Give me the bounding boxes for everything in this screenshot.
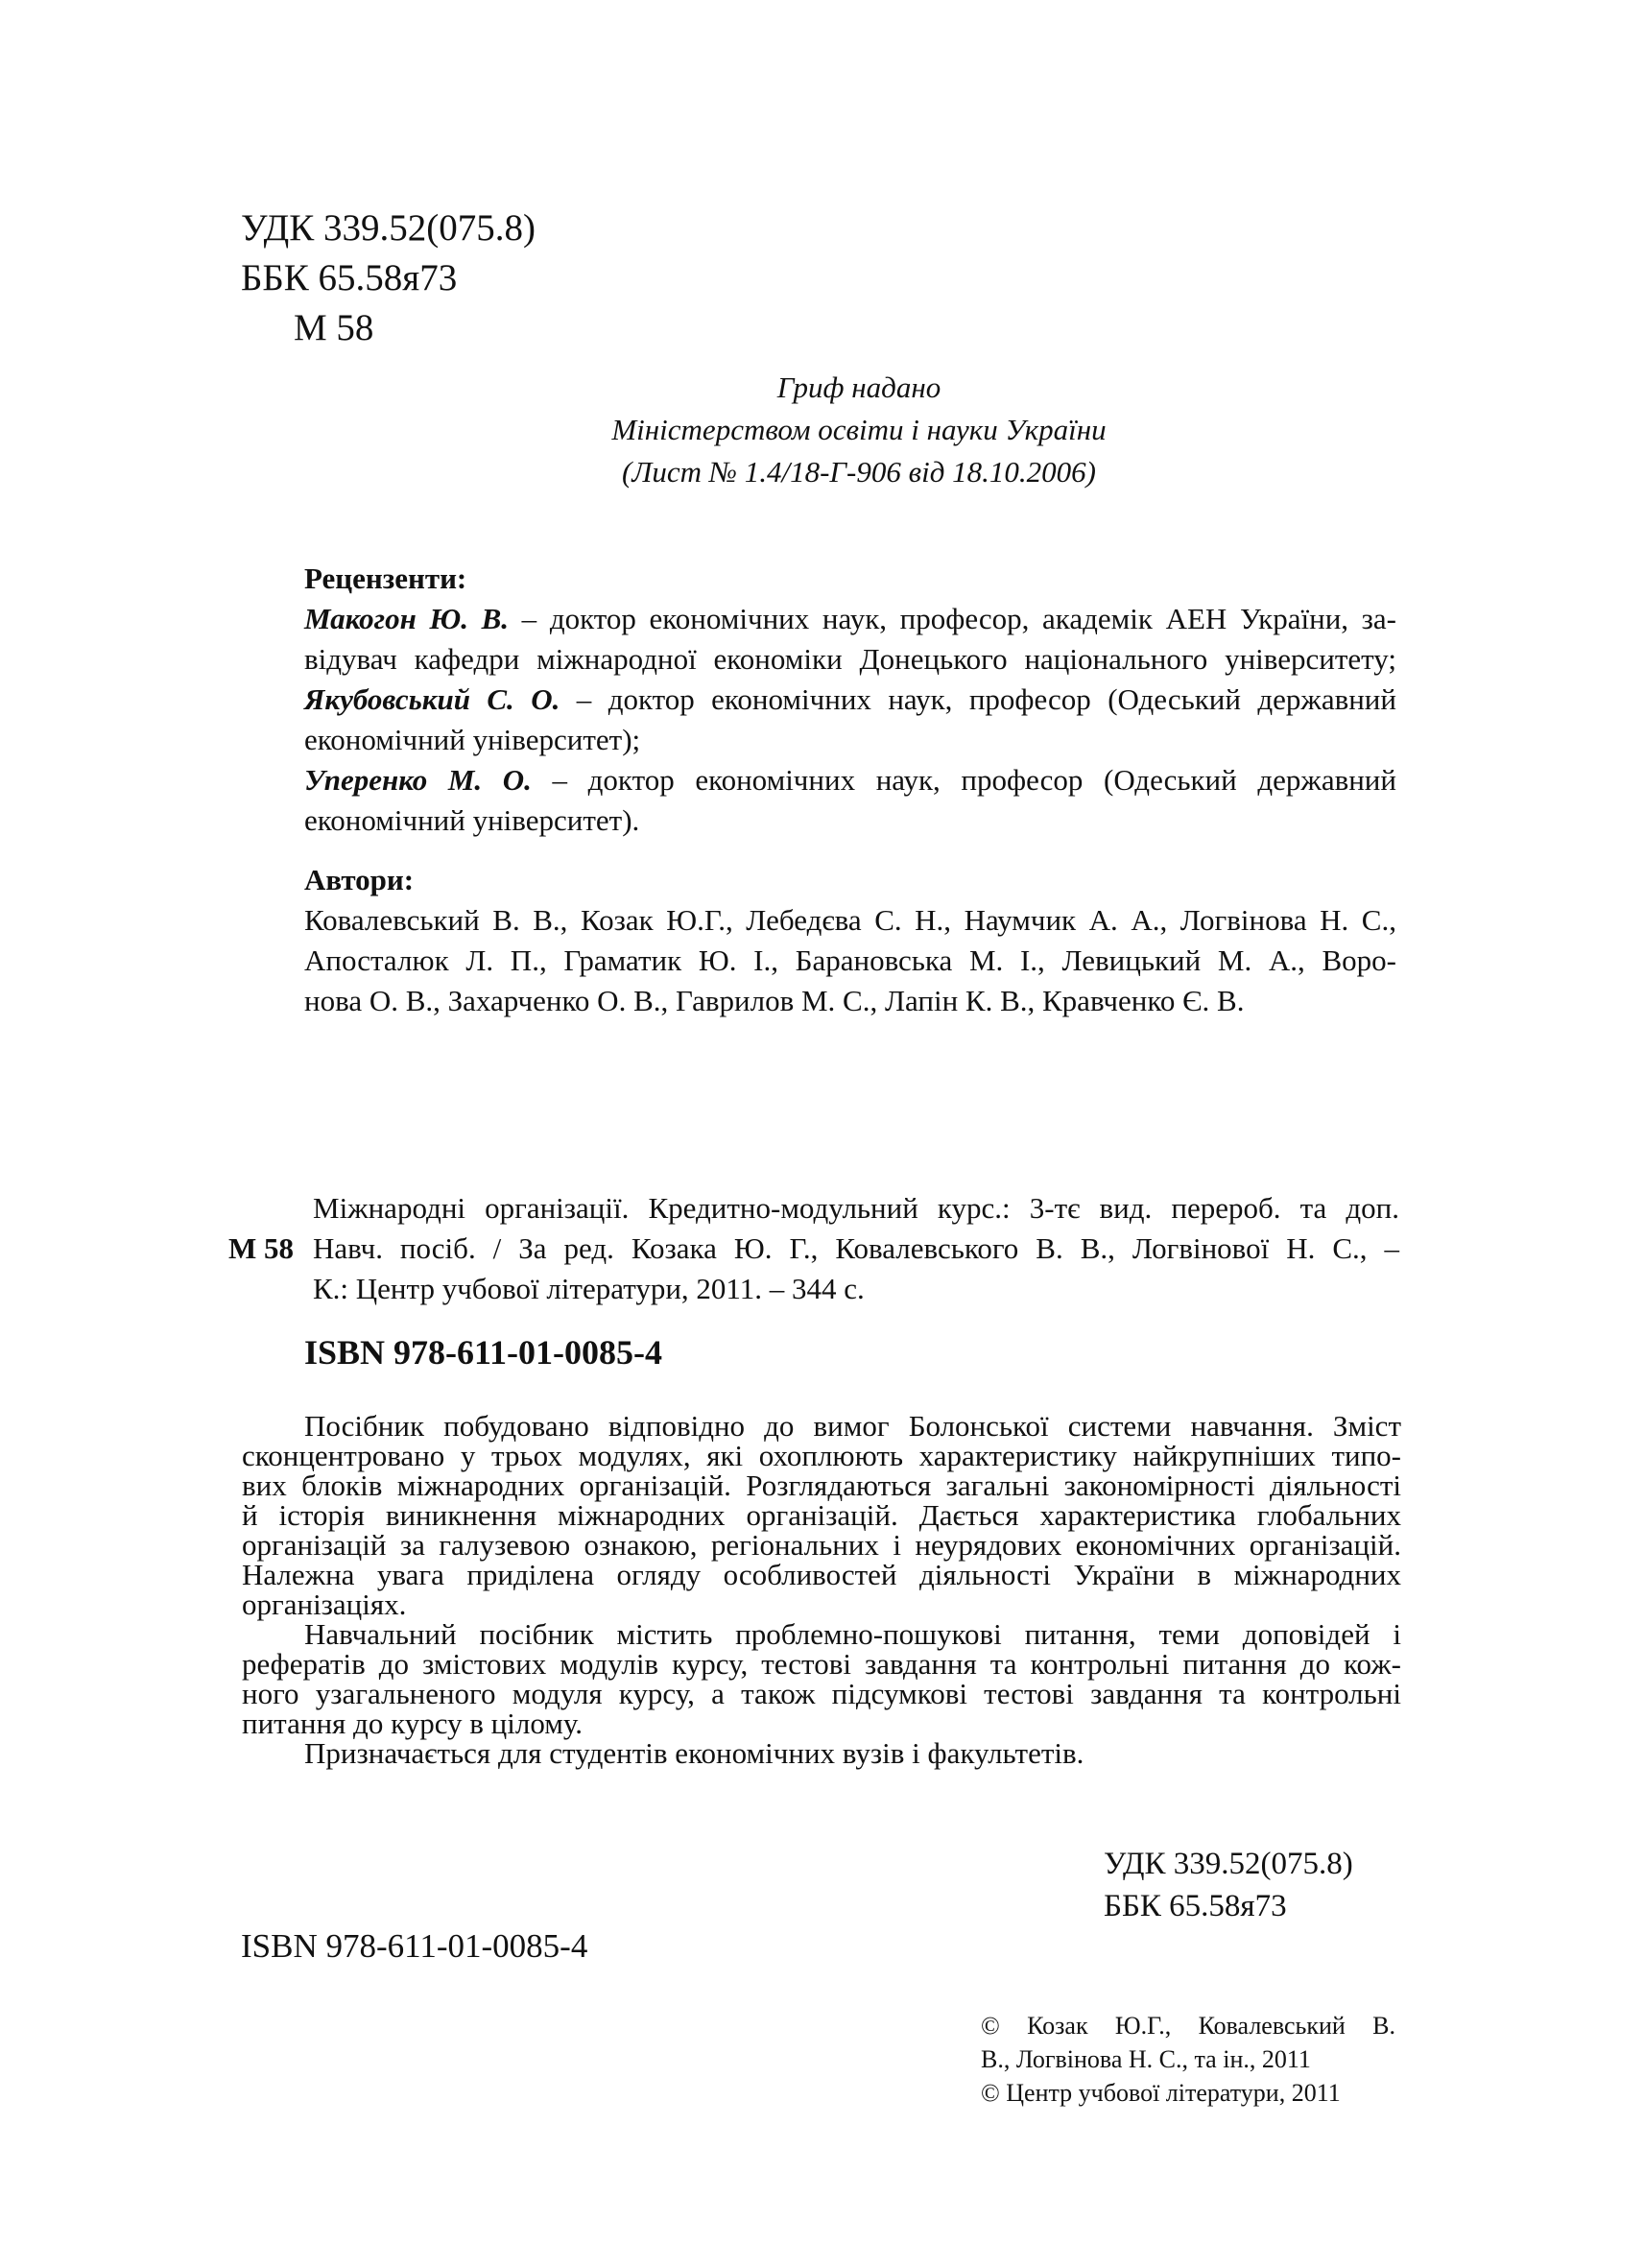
abstract-line: Належна увага приділена огляду особливостей діяльності України в міжнародних bbox=[242, 1558, 1401, 1591]
bib-line: Навч. посіб. / За ред. Козака Ю. Г., Ковалевського В. В., Логвінової Н. С., – bbox=[313, 1231, 1399, 1265]
bib-line: К.: Центр учбової літератури, 2011. – 344 с. bbox=[313, 1272, 865, 1305]
abstract-line: рефератів до змістових модулів курсу, тестові завдання та контрольні питання до кож- bbox=[242, 1647, 1401, 1681]
abstract-line: Навчальний посібник містить проблемно-пошукові питання, теми доповідей і bbox=[304, 1617, 1401, 1651]
authors-heading: Автори: bbox=[304, 863, 415, 896]
reviewer-desc: – доктор економічних наук, професор (Одеський державний bbox=[560, 682, 1396, 716]
reviewer-line: економічний університет). bbox=[304, 803, 640, 837]
bib-mark: М 58 bbox=[228, 1231, 295, 1265]
reviewer-name: Якубовський С. О. bbox=[304, 682, 560, 716]
bib-line: Міжнародні організації. Кредитно-модульний курс.: 3-тє вид. перероб. та доп. bbox=[313, 1191, 1399, 1225]
authors-line: нова О. В., Захарченко О. В., Гаврилов М. С., Лапін К. В., Кравченко Є. В. bbox=[304, 984, 1245, 1017]
reviewer-name: Макогон Ю. В. bbox=[304, 602, 510, 635]
approval-line: (Лист № 1.4/18-Г-906 від 18.10.2006) bbox=[622, 455, 1096, 489]
isbn-plain: ISBN 978-611-01-0085-4 bbox=[241, 1927, 588, 1965]
classification-codes bbox=[241, 203, 536, 353]
bbk-code: ББК 65.58я73 bbox=[241, 257, 458, 298]
reviewer-line bbox=[304, 680, 1396, 720]
abstract-line: Призначається для студентів економічних вузів і факультетів. bbox=[304, 1736, 1084, 1770]
abstract-line: вих блоків міжнародних організацій. Розглядаються загальні закономірності діяльності bbox=[242, 1468, 1401, 1502]
abstract-line: організаціях. bbox=[242, 1588, 407, 1621]
reviewers-section bbox=[304, 559, 1396, 841]
udk-code: УДК 339.52(075.8) bbox=[241, 207, 536, 249]
abstract-line: й історія виникнення міжнародних організацій. Дається характеристика глобальних bbox=[242, 1498, 1401, 1532]
author-mark: М 58 bbox=[294, 307, 374, 348]
authors-line: Ковалевський В. В., Козак Ю.Г., Лебедєва С. Н., Наумчик А. А., Логвінова Н. С., bbox=[304, 903, 1396, 937]
authors-section bbox=[304, 860, 1396, 1021]
copyright-line: © Козак Ю.Г., Ковалевський В. bbox=[981, 2012, 1395, 2040]
abstract-line: Посібник побудовано відповідно до вимог Болонської системи навчання. Зміст bbox=[304, 1409, 1401, 1443]
reviewer-line bbox=[304, 760, 1396, 800]
approval-line: Гриф надано bbox=[776, 370, 941, 404]
reviewer-desc: – доктор економічних наук, професор (Одеський державний bbox=[531, 763, 1396, 797]
bbk-code: ББК 65.58я73 bbox=[1104, 1889, 1287, 1923]
reviewer-name: Уперенко М. О. bbox=[304, 763, 532, 797]
copyright-line: В., Логвінова Н. С., та ін., 2011 bbox=[981, 2045, 1311, 2073]
copyright-line: © Центр учбової літератури, 2011 bbox=[981, 2079, 1341, 2107]
abstract-line: сконцентровано у трьох модулях, які охоплюють характеристику найкрупніших типо- bbox=[242, 1439, 1401, 1472]
copyright-notice bbox=[981, 2009, 1395, 2110]
abstract-line: питання до курсу в цілому. bbox=[242, 1707, 584, 1740]
ministry-approval bbox=[537, 367, 1180, 493]
reviewer-line bbox=[304, 599, 1396, 639]
abstract-line: організацій за галузевою ознакою, регіональних і неурядових економічних організацій. bbox=[242, 1528, 1401, 1562]
bibliographic-record bbox=[228, 1188, 1399, 1309]
reviewers-heading: Рецензенти: bbox=[304, 561, 467, 595]
reviewer-line: відувач кафедри міжнародної економіки Донецького національного університету; bbox=[304, 642, 1396, 676]
reviewer-desc: – доктор економічних наук, професор, академік АЕН України, за- bbox=[509, 602, 1397, 635]
authors-line: Апосталюк Л. П., Граматик Ю. І., Барановська М. І., Левицький М. А., Воро- bbox=[304, 943, 1396, 977]
classification-codes-bottom bbox=[1104, 1843, 1353, 1927]
isbn-heading: ISBN 978-611-01-0085-4 bbox=[304, 1333, 663, 1372]
reviewer-line: економічний університет); bbox=[304, 723, 641, 756]
udk-code: УДК 339.52(075.8) bbox=[1104, 1847, 1353, 1881]
approval-line: Міністерством освіти і науки України bbox=[611, 413, 1107, 446]
abstract bbox=[242, 1411, 1401, 1768]
abstract-line: ного узагальненого модуля курсу, а також підсумкові тестові завдання та контрольні bbox=[242, 1677, 1401, 1710]
